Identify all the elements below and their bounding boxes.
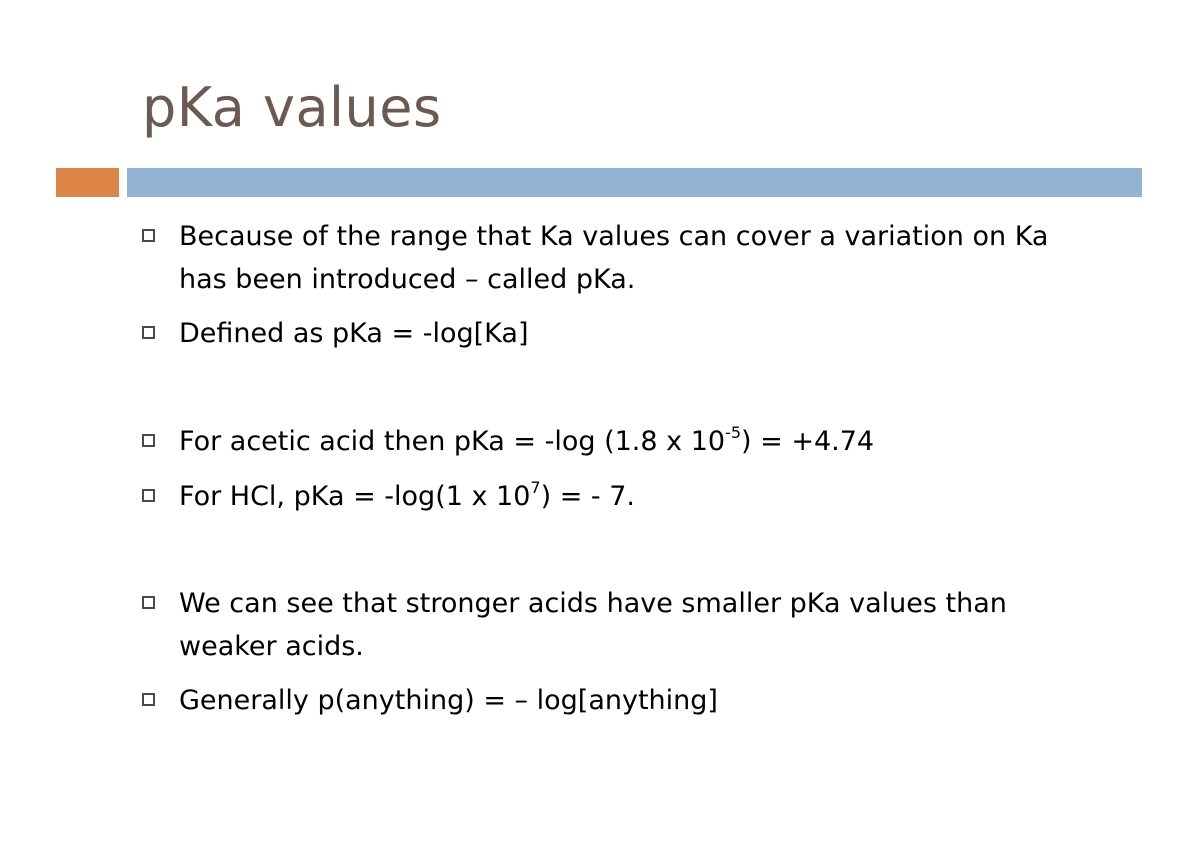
square-bullet-icon	[142, 434, 155, 447]
accent-bar-orange	[56, 168, 119, 197]
bullet-text-post: ) = - 7.	[540, 481, 636, 512]
bullet-item	[142, 420, 1062, 463]
bullet-item	[142, 215, 1062, 301]
square-bullet-icon	[142, 326, 155, 339]
bullet-text: We can see that stronger acids have smaller pKa values than weaker acids.	[179, 588, 1007, 662]
bullet-item	[142, 679, 1062, 722]
square-bullet-icon	[142, 229, 155, 242]
bullet-text-pre: For acetic acid then pKa = -log (1.8 x 10	[179, 426, 726, 457]
square-bullet-icon	[142, 596, 155, 609]
slide-title: pKa values	[142, 76, 442, 139]
square-bullet-icon	[142, 693, 155, 706]
square-bullet-icon	[142, 489, 155, 502]
exponent: -5	[725, 423, 742, 442]
bullet-text: Generally p(anything) = – log[anything]	[179, 685, 718, 716]
accent-bar-blue	[127, 168, 1142, 197]
bullet-text	[179, 475, 1062, 518]
bullet-item	[142, 475, 1062, 518]
bullet-text	[179, 420, 1062, 463]
bullet-text: Defined as pKa = -log[Ka]	[179, 318, 529, 349]
bullet-text-pre: For HCl, pKa = -log(1 x 10	[179, 481, 531, 512]
bullet-text-post: ) = +4.74	[741, 426, 875, 457]
bullet-item	[142, 582, 1062, 668]
exponent: 7	[530, 478, 541, 497]
bullet-item	[142, 312, 1062, 355]
bullet-text: Because of the range that Ka values can cover a variation on Ka has been introduced – called pKa.	[179, 221, 1049, 295]
